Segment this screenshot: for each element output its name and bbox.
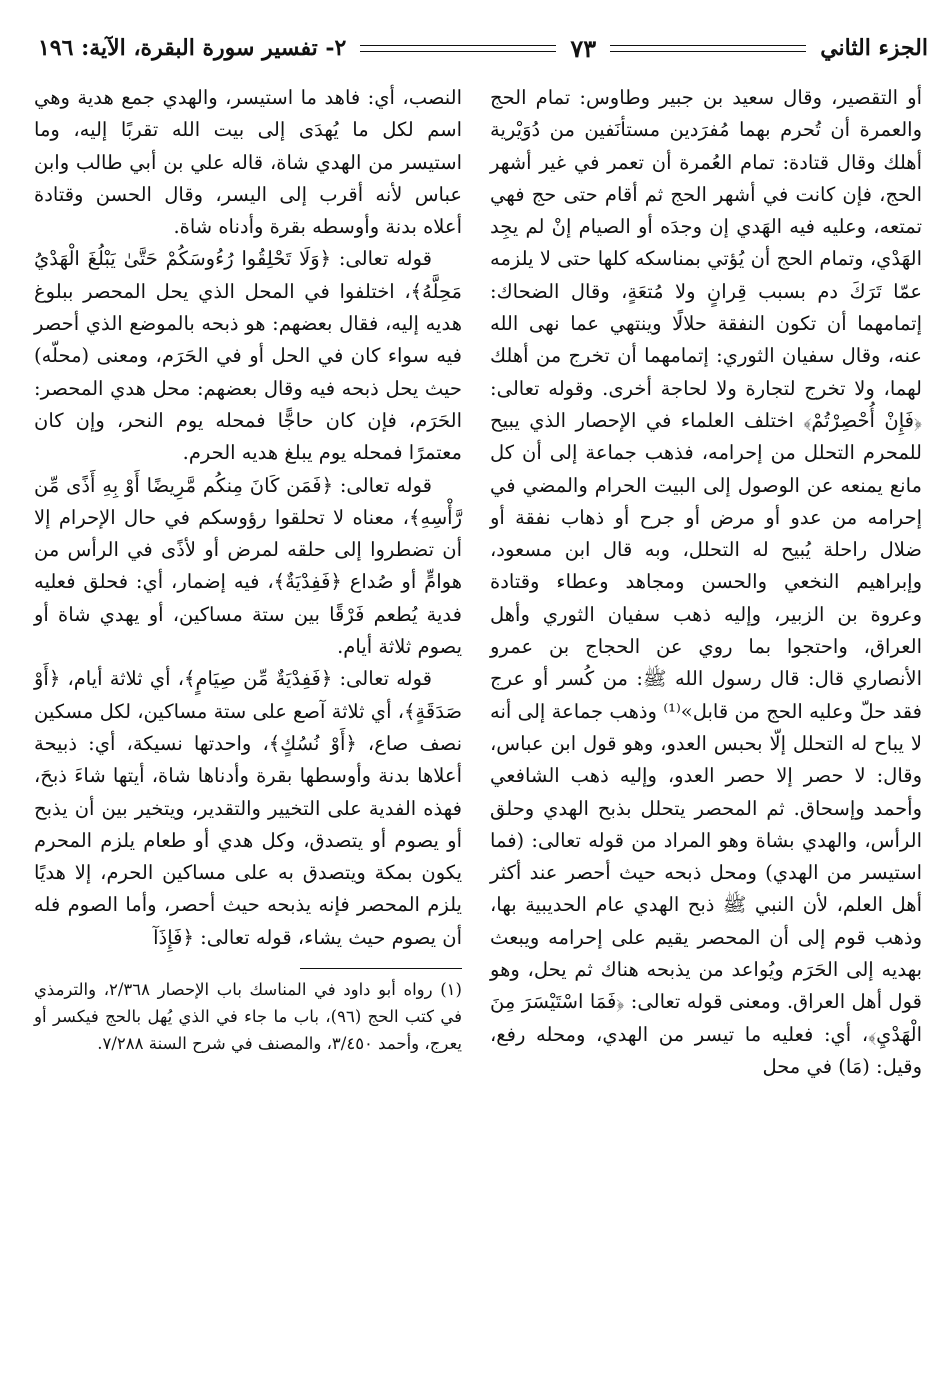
paragraph: قوله تعالى: ﴿فَفِدْيَةٌ مِّن صِيَامٍ﴾، أي ثلاثة أيام، ﴿أَوْ صَدَقَةٍ﴾، أي ثلاثة آصع على ستة مساكين، لكل مسكين نصف صاع، ﴿أَوْ نُسُكٍ﴾، واحدتها نسيكة، أي: ذبيحة أعلاها بدنة وأوسطها بقرة وأدناها شاة، أيتها شاءَ ذبحَ، فهذه الفدية على التخيير والتقدير، ويتخير بين أن يذبح أو يصوم أو يتصدق، وكل هدي أو طعام يلزم المحرم يكون بمكة ويتصدق به على مساكين الحرم، إلا هديًا يلزم المحصر فإنه يذبحه حيث أحصر، وأما الصوم فله أن يصوم حيث يشاء، قوله تعالى: ﴿فَإِذَآ bbox=[34, 667, 462, 949]
chapter-title: ٢- تفسير سورة البقرة، الآية: ١٩٦ bbox=[37, 35, 347, 61]
left-column bbox=[34, 82, 462, 954]
header-rule-right bbox=[610, 45, 806, 52]
header-rule-left bbox=[360, 45, 556, 52]
part-title: الجزء الثاني bbox=[820, 35, 928, 61]
paragraph: أو التقصير، وقال سعيد بن جبير وطاوس: تمام الحج والعمرة أن تُحرم بهما مُفرَدين مستأنَفين من دُوَيْرية أهلك وقال قتادة: تمام العُمرة أن تعمر في غير أشهر الحج، فإن كانت في أشهر الحج ثم أقام حتى حج فهي تمتعه، وعليه فيه الهَدي إن وجدَه أو الصيام إنْ لم يجِد الهَدْي، وتمام الحج أن يُؤتي بمناسكه كلها حتى لا يلزمه عمّا تَرَكَ دم بسبب قِرانٍ ولا مُتعَةٍ، وقال الضحاك: إتمامهما أن تكون النفقة حلالًا وينتهي عما نهى الله عنه، وقال سفيان الثوري: إتمامهما أن تخرج من أهلك لهما، ولا تخرج لتجارة ولا لحاجة أخرى. وقوله تعالى: ﴿فَإِنْ أُحْصِرْتُمْ﴾ اختلف العلماء في الإحصار الذي يبيح للمحرم التحلل من إحرامه، فذهب جماعة إلى أن كل مانع يمنعه عن الوصول إلى البيت الحرام والمضي في إحرامه من عدو أو مرض أو جرح أو ذهاب نفقة أو ضلال راحلة يُبيح له التحلل، وبه قال ابن مسعود، وإبراهيم النخعي والحسن ومجاهد وعطاء وقتادة وعروة بن الزبير، وإليه ذهب سفيان الثوري وأهل العراق، واحتجوا بما روي عن الحجاج بن عمرو الأنصاري قال: قال رسول الله ﷺ: من كُسر أو عرج فقد حلّ وعليه الحج من قابل»⁽¹⁾ وذهب جماعة إلى أنه لا يباح له التحلل إلّا بحبس العدو، وهو قول ابن عباس، وقال: لا حصر إلا حصر العدو، وإليه ذهب الشافعي وأحمد وإسحاق. ثم المحصر يتحلل بذبح الهدي وحلق الرأس، والهدي بشاة وهو المراد من قوله تعالى: (فما استيسر من الهدي) ومحل ذبحه حيث أحصر عند أكثر أهل العلم، لأن النبي ﷺ ذبح الهدي عام الحديبية بها، وذهب قوم إلى أن المحصر يقيم على إحرامه ويبعث بهديه إلى الحَرَم ويُواعد من يذبحه هناك ثم يحل، وهو قول أهل العراق. ومعنى قوله تعالى: ﴿فَمَا اسْتَيْسَرَ مِنَ الْهَدْيِ﴾، أي: فعليه ما تيسر من الهدي، ومحله رفع، وقيل: (مَا) في محل bbox=[490, 86, 922, 1078]
footnote-separator bbox=[300, 968, 462, 969]
footnote: (١) رواه أبو داود في المناسك باب الإحصار ٢/٣٦٨، والترمذي في كتب الحج (٩٦)، باب ما جاء في الذي يُهل بالحج فيكسر أو يعرج، وأحمد ٣/٤٥٠، والمصنف في شرح السنة ٧/٢٨٨. bbox=[34, 980, 462, 1053]
right-column bbox=[490, 82, 922, 1083]
paragraph: قوله تعالى: ﴿وَلَا تَحْلِقُوا رُءُوسَكُمْ حَتَّىٰ يَبْلُغَ الْهَدْيُ مَحِلَّهُ﴾، اختلفوا في المحل الذي يحل المحصر ببلوغ هديه إليه، فقال بعضهم: هو ذبحه بالموضع الذي أحصر فيه سواء كان في الحل أو في الحَرَم، ومعنى (محلّه) حيث يحل ذبحه فيه وقال بعضهم: محل هدي المحصر: الحَرَم، فإن كان حاجًّا فمحله يوم النحر، وإن كان معتمرًا فمحله يوم يبلغ هديه الحرم. bbox=[34, 247, 462, 465]
paragraph: قوله تعالى: ﴿فَمَن كَانَ مِنكُم مَّرِيضًا أَوْ بِهِ أَذًى مِّن رَّأْسِهِ﴾، معناه لا تحلقوا رؤوسكم في حال الإحرام إلا أن تضطروا إلى حلقه لمرض أو لأذًى في الرأس من هوامٍّ أو صُداع ﴿فَفِدْيَةٌ﴾، فيه إضمار، أي: فحلق فعليه فدية يُطعم فَرْقًا بين ستة مساكين، أو يهدي شاة أو يصوم ثلاثة أيام. bbox=[34, 473, 462, 659]
page-header bbox=[38, 28, 928, 68]
page-number: ٧٣ bbox=[570, 33, 597, 63]
paragraph: النصب، أي: فاهد ما استيسر، والهدي جمع هدية وهي اسم لكل ما يُهدَى إلى بيت الله تقربًا إليه، وما استيسر من الهدي شاة، قاله علي بن أبي طالب وابن عباس لأنه أقرب إلى اليسر، وقال الحسن وقتادة أعلاه بدنة وأوسطه بقرة وأدناه شاة. bbox=[34, 86, 462, 239]
